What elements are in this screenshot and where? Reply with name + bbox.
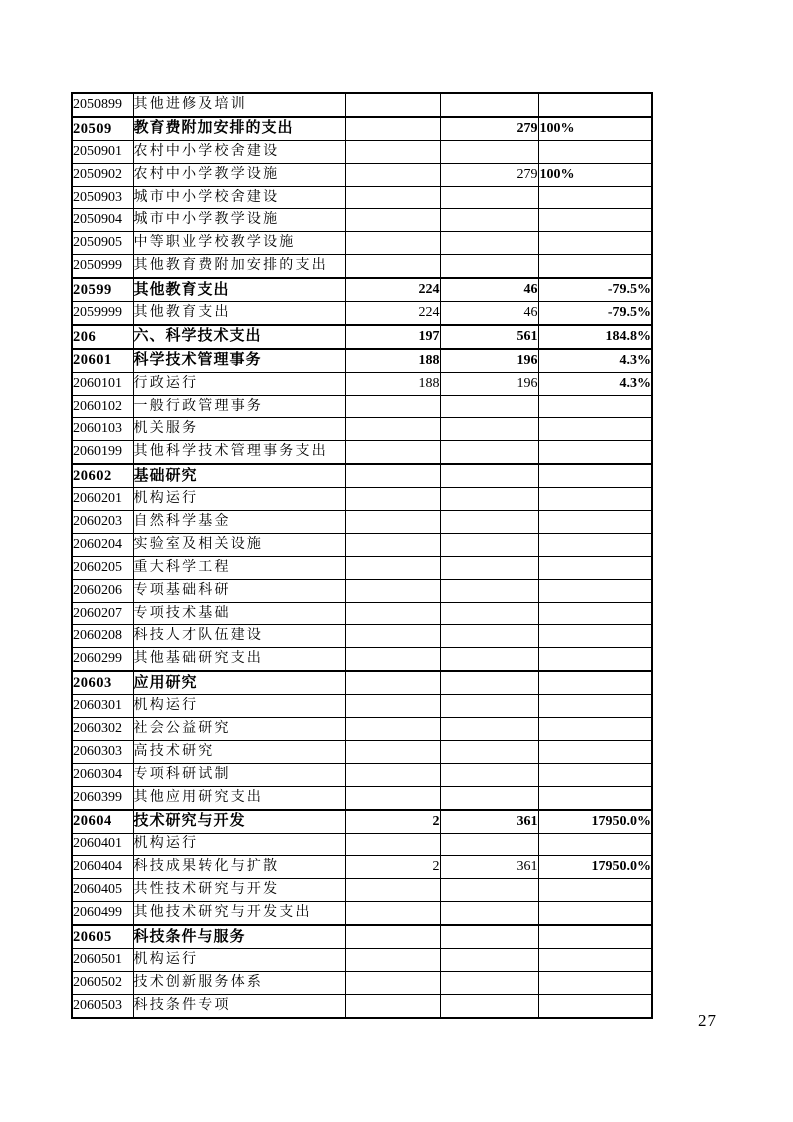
table-row [72, 93, 652, 117]
table-row [72, 763, 652, 786]
table-row [72, 511, 652, 534]
row-code: 2060204 [72, 533, 133, 556]
row-name: 中等职业学校教学设施 [133, 232, 345, 255]
row-percent: 4.3% [538, 372, 652, 395]
row-value2 [440, 833, 538, 856]
row-code: 2050905 [72, 232, 133, 255]
row-value1 [345, 602, 440, 625]
row-value1 [345, 695, 440, 718]
table-row-section [72, 671, 652, 694]
row-value1: 224 [345, 302, 440, 325]
row-name: 基础研究 [133, 464, 345, 487]
row-percent [538, 740, 652, 763]
row-value2 [440, 579, 538, 602]
row-value2 [440, 925, 538, 948]
row-code: 2060399 [72, 786, 133, 809]
row-value2: 196 [440, 372, 538, 395]
row-name: 农村中小学校舍建设 [133, 140, 345, 163]
row-value2 [440, 186, 538, 209]
row-value2 [440, 418, 538, 441]
row-name: 其他基础研究支出 [133, 648, 345, 671]
row-code: 20604 [72, 810, 133, 833]
row-code: 2060404 [72, 856, 133, 879]
row-value2 [440, 625, 538, 648]
row-name: 科技人才队伍建设 [133, 625, 345, 648]
row-value2 [440, 740, 538, 763]
row-name: 教育费附加安排的支出 [133, 117, 345, 140]
row-code: 2050901 [72, 140, 133, 163]
row-code: 2060205 [72, 556, 133, 579]
row-name: 其他进修及培训 [133, 93, 345, 117]
row-code: 20603 [72, 671, 133, 694]
table-row [72, 740, 652, 763]
row-code: 20602 [72, 464, 133, 487]
row-value2 [440, 209, 538, 232]
row-value2: 361 [440, 810, 538, 833]
table-row [72, 971, 652, 994]
row-percent: 17950.0% [538, 810, 652, 833]
row-code: 2059999 [72, 302, 133, 325]
row-name: 其他教育支出 [133, 302, 345, 325]
row-value1 [345, 418, 440, 441]
row-value1 [345, 879, 440, 902]
row-percent [538, 488, 652, 511]
table-row [72, 556, 652, 579]
row-value2 [440, 602, 538, 625]
row-code: 2060102 [72, 395, 133, 418]
row-percent [538, 994, 652, 1017]
row-value1 [345, 441, 440, 464]
table-row [72, 418, 652, 441]
table-row [72, 902, 652, 925]
row-percent [538, 533, 652, 556]
row-value2: 279 [440, 163, 538, 186]
row-value1 [345, 511, 440, 534]
row-value1 [345, 579, 440, 602]
row-code: 2050899 [72, 93, 133, 117]
row-value1 [345, 395, 440, 418]
row-code: 20601 [72, 349, 133, 372]
page-number: 27 [698, 1011, 717, 1030]
row-value2 [440, 232, 538, 255]
row-percent [538, 93, 652, 117]
row-value2 [440, 464, 538, 487]
row-value2 [440, 671, 538, 694]
row-percent [538, 971, 652, 994]
table-row [72, 625, 652, 648]
row-name: 社会公益研究 [133, 718, 345, 741]
row-value1 [345, 488, 440, 511]
row-name: 机构运行 [133, 488, 345, 511]
row-value2 [440, 648, 538, 671]
row-value2 [440, 948, 538, 971]
row-percent: 184.8% [538, 325, 652, 349]
row-percent [538, 255, 652, 278]
row-value2: 361 [440, 856, 538, 879]
row-value1 [345, 763, 440, 786]
row-code: 2060304 [72, 763, 133, 786]
row-name: 城市中小学教学设施 [133, 209, 345, 232]
row-value1 [345, 718, 440, 741]
table-row [72, 209, 652, 232]
row-code: 2060207 [72, 602, 133, 625]
row-name: 其他教育支出 [133, 278, 345, 301]
row-name: 农村中小学教学设施 [133, 163, 345, 186]
row-name: 实验室及相关设施 [133, 533, 345, 556]
row-code: 2060503 [72, 994, 133, 1017]
row-percent [538, 763, 652, 786]
row-value1 [345, 625, 440, 648]
row-code: 2050903 [72, 186, 133, 209]
table-row [72, 372, 652, 395]
row-name: 自然科学基金 [133, 511, 345, 534]
row-value2 [440, 718, 538, 741]
table-row [72, 533, 652, 556]
row-code: 20599 [72, 278, 133, 301]
row-percent [538, 232, 652, 255]
row-value2: 46 [440, 278, 538, 301]
table-row [72, 579, 652, 602]
row-percent: -79.5% [538, 278, 652, 301]
row-name: 机构运行 [133, 948, 345, 971]
table-row-section [72, 464, 652, 487]
row-percent [538, 833, 652, 856]
row-value2 [440, 902, 538, 925]
row-value1 [345, 533, 440, 556]
row-value2: 279 [440, 117, 538, 140]
row-code: 2060302 [72, 718, 133, 741]
row-percent [538, 648, 652, 671]
table-row-section [72, 117, 652, 140]
row-value2 [440, 441, 538, 464]
row-value2 [440, 556, 538, 579]
row-name: 共性技术研究与开发 [133, 879, 345, 902]
row-name: 科技条件与服务 [133, 925, 345, 948]
row-value1 [345, 648, 440, 671]
table-row [72, 302, 652, 325]
row-value2: 561 [440, 325, 538, 349]
row-percent: 17950.0% [538, 856, 652, 879]
table-row [72, 255, 652, 278]
table-row [72, 140, 652, 163]
row-code: 2050902 [72, 163, 133, 186]
row-code: 2050999 [72, 255, 133, 278]
row-name: 技术创新服务体系 [133, 971, 345, 994]
row-value1 [345, 186, 440, 209]
row-name: 专项技术基础 [133, 602, 345, 625]
row-value1 [345, 117, 440, 140]
row-percent [538, 695, 652, 718]
row-value1 [345, 140, 440, 163]
row-value1 [345, 93, 440, 117]
table-row [72, 232, 652, 255]
row-value1 [345, 671, 440, 694]
row-value1: 188 [345, 372, 440, 395]
row-code: 2060206 [72, 579, 133, 602]
row-value2 [440, 93, 538, 117]
row-value1: 188 [345, 349, 440, 372]
row-percent [538, 395, 652, 418]
row-percent [538, 925, 652, 948]
row-percent [538, 464, 652, 487]
row-name: 专项科研试制 [133, 763, 345, 786]
table-row-section [72, 325, 652, 349]
table-row [72, 879, 652, 902]
row-percent [538, 671, 652, 694]
row-value2 [440, 994, 538, 1017]
row-value1 [345, 464, 440, 487]
row-value1 [345, 556, 440, 579]
row-name: 行政运行 [133, 372, 345, 395]
row-code: 20605 [72, 925, 133, 948]
budget-table-body [72, 93, 652, 1018]
row-value2 [440, 763, 538, 786]
table-row-section [72, 810, 652, 833]
row-name: 技术研究与开发 [133, 810, 345, 833]
row-value2 [440, 255, 538, 278]
row-percent [538, 556, 652, 579]
row-value1: 2 [345, 810, 440, 833]
row-name: 其他科学技术管理事务支出 [133, 441, 345, 464]
row-code: 2060208 [72, 625, 133, 648]
row-value1 [345, 925, 440, 948]
row-value1 [345, 786, 440, 809]
row-value2: 46 [440, 302, 538, 325]
row-value2 [440, 140, 538, 163]
row-percent [538, 879, 652, 902]
row-name: 专项基础科研 [133, 579, 345, 602]
row-name: 科学技术管理事务 [133, 349, 345, 372]
row-percent [538, 579, 652, 602]
row-code: 2060203 [72, 511, 133, 534]
budget-table [71, 92, 653, 1019]
row-name: 应用研究 [133, 671, 345, 694]
row-value1: 2 [345, 856, 440, 879]
row-percent: -79.5% [538, 302, 652, 325]
row-name: 高技术研究 [133, 740, 345, 763]
table-row [72, 833, 652, 856]
table-row-section [72, 349, 652, 372]
row-value2 [440, 971, 538, 994]
table-row [72, 695, 652, 718]
row-percent [538, 718, 652, 741]
table-row [72, 648, 652, 671]
row-name: 城市中小学校舍建设 [133, 186, 345, 209]
row-value1 [345, 902, 440, 925]
row-value1 [345, 948, 440, 971]
row-code: 2060201 [72, 488, 133, 511]
row-percent: 100% [538, 163, 652, 186]
table-row [72, 786, 652, 809]
row-name: 其他技术研究与开发支出 [133, 902, 345, 925]
table-row [72, 718, 652, 741]
row-value2 [440, 695, 538, 718]
row-value2 [440, 395, 538, 418]
row-percent: 100% [538, 117, 652, 140]
row-name: 科技条件专项 [133, 994, 345, 1017]
row-name: 重大科学工程 [133, 556, 345, 579]
row-name: 其他应用研究支出 [133, 786, 345, 809]
row-value1 [345, 994, 440, 1017]
row-name: 机关服务 [133, 418, 345, 441]
row-percent [538, 441, 652, 464]
row-code: 2060303 [72, 740, 133, 763]
table-row [72, 602, 652, 625]
row-code: 206 [72, 325, 133, 349]
table-row [72, 488, 652, 511]
row-code: 2060199 [72, 441, 133, 464]
row-value1 [345, 833, 440, 856]
row-code: 2060299 [72, 648, 133, 671]
row-name: 一般行政管理事务 [133, 395, 345, 418]
row-percent [538, 418, 652, 441]
table-row [72, 163, 652, 186]
row-value1 [345, 971, 440, 994]
row-percent [538, 209, 652, 232]
row-code: 2060499 [72, 902, 133, 925]
row-code: 2050904 [72, 209, 133, 232]
table-row [72, 994, 652, 1017]
row-code: 2060502 [72, 971, 133, 994]
row-name: 机构运行 [133, 695, 345, 718]
table-row [72, 948, 652, 971]
row-percent [538, 511, 652, 534]
row-code: 2060405 [72, 879, 133, 902]
row-code: 2060501 [72, 948, 133, 971]
row-name: 机构运行 [133, 833, 345, 856]
row-value2 [440, 488, 538, 511]
row-percent [538, 902, 652, 925]
row-percent [538, 602, 652, 625]
row-code: 2060103 [72, 418, 133, 441]
row-value1 [345, 232, 440, 255]
row-value2 [440, 511, 538, 534]
row-value2 [440, 879, 538, 902]
row-value1 [345, 209, 440, 232]
row-value2 [440, 533, 538, 556]
row-name: 其他教育费附加安排的支出 [133, 255, 345, 278]
row-name: 科技成果转化与扩散 [133, 856, 345, 879]
table-row [72, 441, 652, 464]
table-row [72, 186, 652, 209]
row-percent [538, 786, 652, 809]
row-value1: 224 [345, 278, 440, 301]
row-value1 [345, 255, 440, 278]
row-value2 [440, 786, 538, 809]
row-percent [538, 625, 652, 648]
row-name: 六、科学技术支出 [133, 325, 345, 349]
table-row-section [72, 278, 652, 301]
table-row [72, 856, 652, 879]
row-percent [538, 140, 652, 163]
row-code: 2060101 [72, 372, 133, 395]
row-percent [538, 186, 652, 209]
row-value1 [345, 163, 440, 186]
row-value2: 196 [440, 349, 538, 372]
table-row [72, 395, 652, 418]
row-value1: 197 [345, 325, 440, 349]
row-code: 2060301 [72, 695, 133, 718]
row-code: 20509 [72, 117, 133, 140]
row-code: 2060401 [72, 833, 133, 856]
row-value1 [345, 740, 440, 763]
table-row-section [72, 925, 652, 948]
row-percent: 4.3% [538, 349, 652, 372]
row-percent [538, 948, 652, 971]
